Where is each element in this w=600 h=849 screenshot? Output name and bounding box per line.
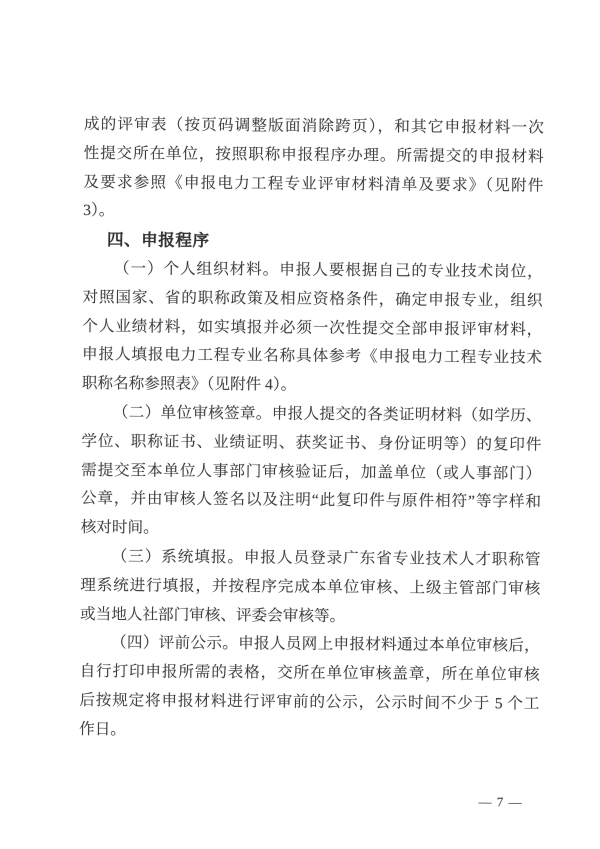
text-line: （三）系统填报。申报人员登录广东省专业技术人才职称管 (111, 548, 541, 569)
text-line: 个人业绩材料，如实填报并必须一次性提交全部申报评审材料， (82, 317, 543, 339)
text-line: 公章，并由审核人签名以及注明“此复印件与原件相符”等字样和 (80, 490, 542, 511)
text-line: （四）评前公示。申报人员网上申报材料通过本单位审核后， (110, 634, 540, 655)
page-number: — 7 — (478, 794, 523, 810)
text-line: 及要求参照《申报电力工程专业评审材料清单及要求》（见附件 (83, 173, 544, 195)
text-line: 对照国家、省的职称政策及相应资格条件，确定申报专业，组织 (82, 288, 543, 310)
text-line: 作日。 (79, 720, 127, 739)
text-line: 3）。 (83, 202, 115, 220)
text-line: （一）个人组织材料。申报人要根据自己的专业技术岗位， (113, 260, 543, 281)
document-body (79, 111, 544, 810)
section-heading: 四、申报程序 (106, 231, 210, 251)
text-line: 申报人填报电力工程专业名称具体参考《申报电力工程专业技术 (82, 346, 543, 367)
text-line: 自行打印申报所需的表格，交所在单位审核盖章，所在单位审核 (79, 663, 540, 684)
text-line: 需提交至本单位人事部门审核验证后，加盖单位（或人事部门） (81, 461, 542, 483)
text-line: 成的评审表（按页码调整版面消除跨页），和其它申报材料一次 (83, 115, 544, 137)
text-line: 后按规定将申报材料进行评审前的公示，公示时间不少于 5 个工 (79, 691, 540, 713)
text-line: 性提交所在单位，按照职称申报程序办理。所需提交的申报材料 (83, 144, 544, 166)
text-line: 理系统进行填报，并按程序完成本单位审核、上级主管部门审核 (80, 576, 541, 598)
text-line: （二）单位审核签章。申报人提交的各类证明材料（如学历、 (112, 404, 542, 425)
text-line: 学位、职称证书、业绩证明、获奖证书、身份证明等）的复印件 (81, 432, 542, 454)
text-line: 核对时间。 (80, 519, 159, 537)
text-line: 职称名称参照表》（见附件 4）。 (81, 375, 297, 394)
text-line: 或当地人社部门审核、评委会审核等。 (79, 605, 346, 625)
